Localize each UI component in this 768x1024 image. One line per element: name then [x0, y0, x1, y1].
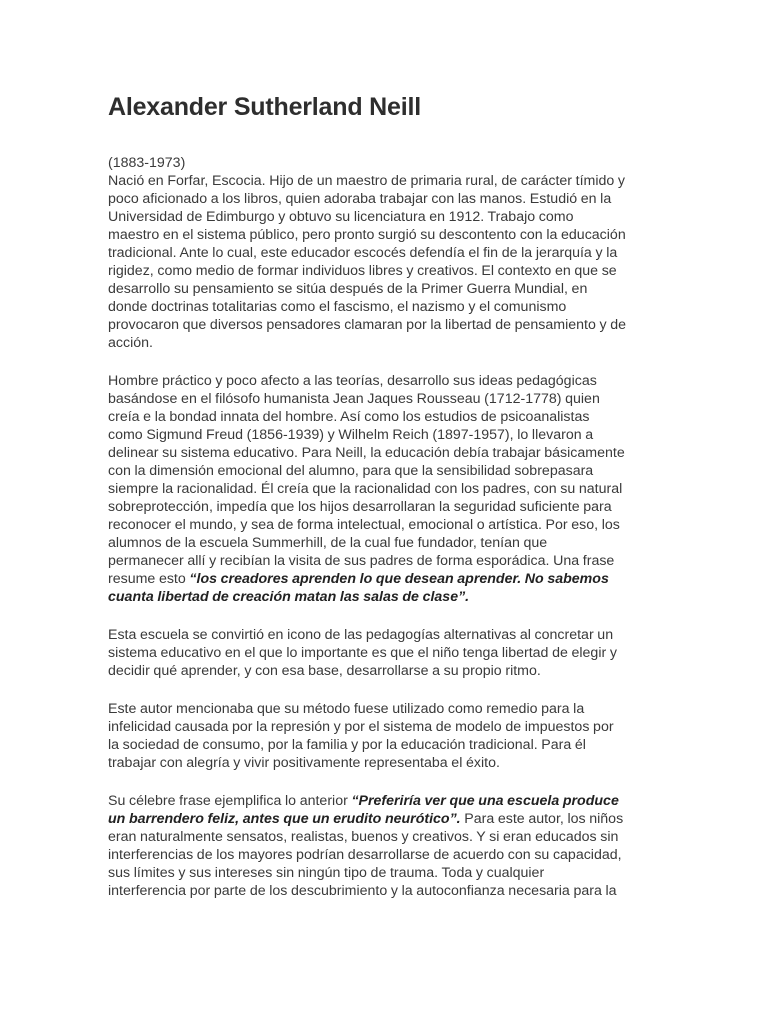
text-line [108, 792, 664, 810]
paragraph-influences [108, 372, 664, 606]
text-line: reconocer el mundo, y sea de forma intelectual, emocional o artística. Por eso, los [108, 517, 620, 533]
text-line: como Sigmund Freud (1856-1939) y Wilhelm Reich (1897-1957), lo llevaron a [108, 427, 594, 443]
text-line: permanecer allí y recibían la visita de sus padres de forma esporádica. Una frase [108, 553, 615, 569]
text-line: (1883-1973) [108, 155, 186, 171]
text-line: Universidad de Edimburgo y obtuvo su licenciatura en 1912. Trabajo como [108, 209, 574, 225]
text-line: interferencias de los mayores podrían desarrollarse de acuerdo con su capacidad, [108, 847, 622, 863]
text-line: Este autor mencionaba que su método fuese utilizado como remedio para la [108, 701, 585, 717]
text-line [108, 810, 664, 828]
text-line [108, 570, 664, 588]
document-page [108, 90, 664, 920]
text-line: infelicidad causada por la represión y por el sistema de modelo de impuestos por [108, 719, 614, 735]
quote-text: cuanta libertad de creación matan las salas de clase”. [108, 589, 470, 605]
text-line: sobreprotección, impedía que los hijos desarrollaran la seguridad suficiente para [108, 499, 612, 515]
text-segment: resume esto [108, 571, 190, 587]
text-line: alumnos de la escuela Summerhill, de la cual fue fundador, tenían que [108, 535, 548, 551]
text-line: donde doctrinas totalitarias como el fascismo, el nazismo y el comunismo [108, 299, 567, 315]
text-segment: Para este autor, los niños [460, 811, 624, 827]
text-line: interferencia por parte de los descubrimiento y la autoconfianza necesaria para la [108, 883, 617, 899]
text-line: Nació en Forfar, Escocia. Hijo de un maestro de primaria rural, de carácter tímido y [108, 173, 626, 189]
text-line: acción. [108, 335, 153, 351]
text-line: trabajar con alegría y vivir positivamente representaba el éxito. [108, 755, 500, 771]
page-title: Alexander Sutherland Neill [108, 93, 421, 121]
text-line [108, 588, 664, 606]
quote-text: “los creadores aprenden lo que desean aprender. No sabemos [189, 571, 609, 587]
text-segment: Su célebre frase ejemplifica lo anterior [108, 793, 352, 809]
paragraph-method [108, 700, 664, 772]
text-line: creía e la bondad innata del hombre. Así como los estudios de psicoanalistas [108, 409, 590, 425]
text-line: tradicional. Ante lo cual, este educador escocés defendía el fin de la jerarquía y la [108, 245, 618, 261]
text-line: eran naturalmente sensatos, realistas, buenos y creativos. Y si eran educados sin [108, 829, 619, 845]
text-line: provocaron que diversos pensadores clamaran por la libertad de pensamiento y de [108, 317, 627, 333]
text-line: la sociedad de consumo, por la familia y por la educación tradicional. Para él [108, 737, 586, 753]
quote-text: “Preferiría ver que una escuela produce [351, 793, 619, 809]
text-line: decidir qué aprender, y con esa base, desarrollarse a su propio ritmo. [108, 663, 541, 679]
text-line: delinear su sistema educativo. Para Neill, la educación debía trabajar básicamente [108, 445, 625, 461]
text-line: sus límites y sus intereses sin ningún tipo de trauma. Toda y cualquier [108, 865, 545, 881]
text-line: poco aficionado a los libros, quien adoraba trabajar con las manos. Estudió en la [108, 191, 612, 207]
paragraph-famous-quote [108, 792, 664, 900]
text-line: desarrollo su pensamiento se sitúa después de la Primer Guerra Mundial, en [108, 281, 588, 297]
text-line: siempre la racionalidad. Él creía que la racionalidad con los padres, con su natural [108, 481, 623, 497]
text-line: rigidez, como medio de formar individuos libres y creativos. El contexto en que se [108, 263, 617, 279]
text-line: basándose en el filósofo humanista Jean Jaques Rousseau (1712-1778) quien [108, 391, 600, 407]
text-line: Esta escuela se convirtió en icono de las pedagogías alternativas al concretar un [108, 627, 614, 643]
text-line: con la dimensión emocional del alumno, para que la sensibilidad sobrepasara [108, 463, 594, 479]
quote-text: un barrendero feliz, antes que un erudito neurótico”. [108, 811, 461, 827]
text-line: Hombre práctico y poco afecto a las teorías, desarrollo sus ideas pedagógicas [108, 373, 597, 389]
text-line: sistema educativo en el que lo importante es que el niño tenga libertad de elegir y [108, 645, 617, 661]
paragraph-school [108, 626, 664, 680]
paragraph-biography [108, 154, 664, 352]
text-line: maestro en el sistema público, pero pronto surgió su descontento con la educación [108, 227, 626, 243]
